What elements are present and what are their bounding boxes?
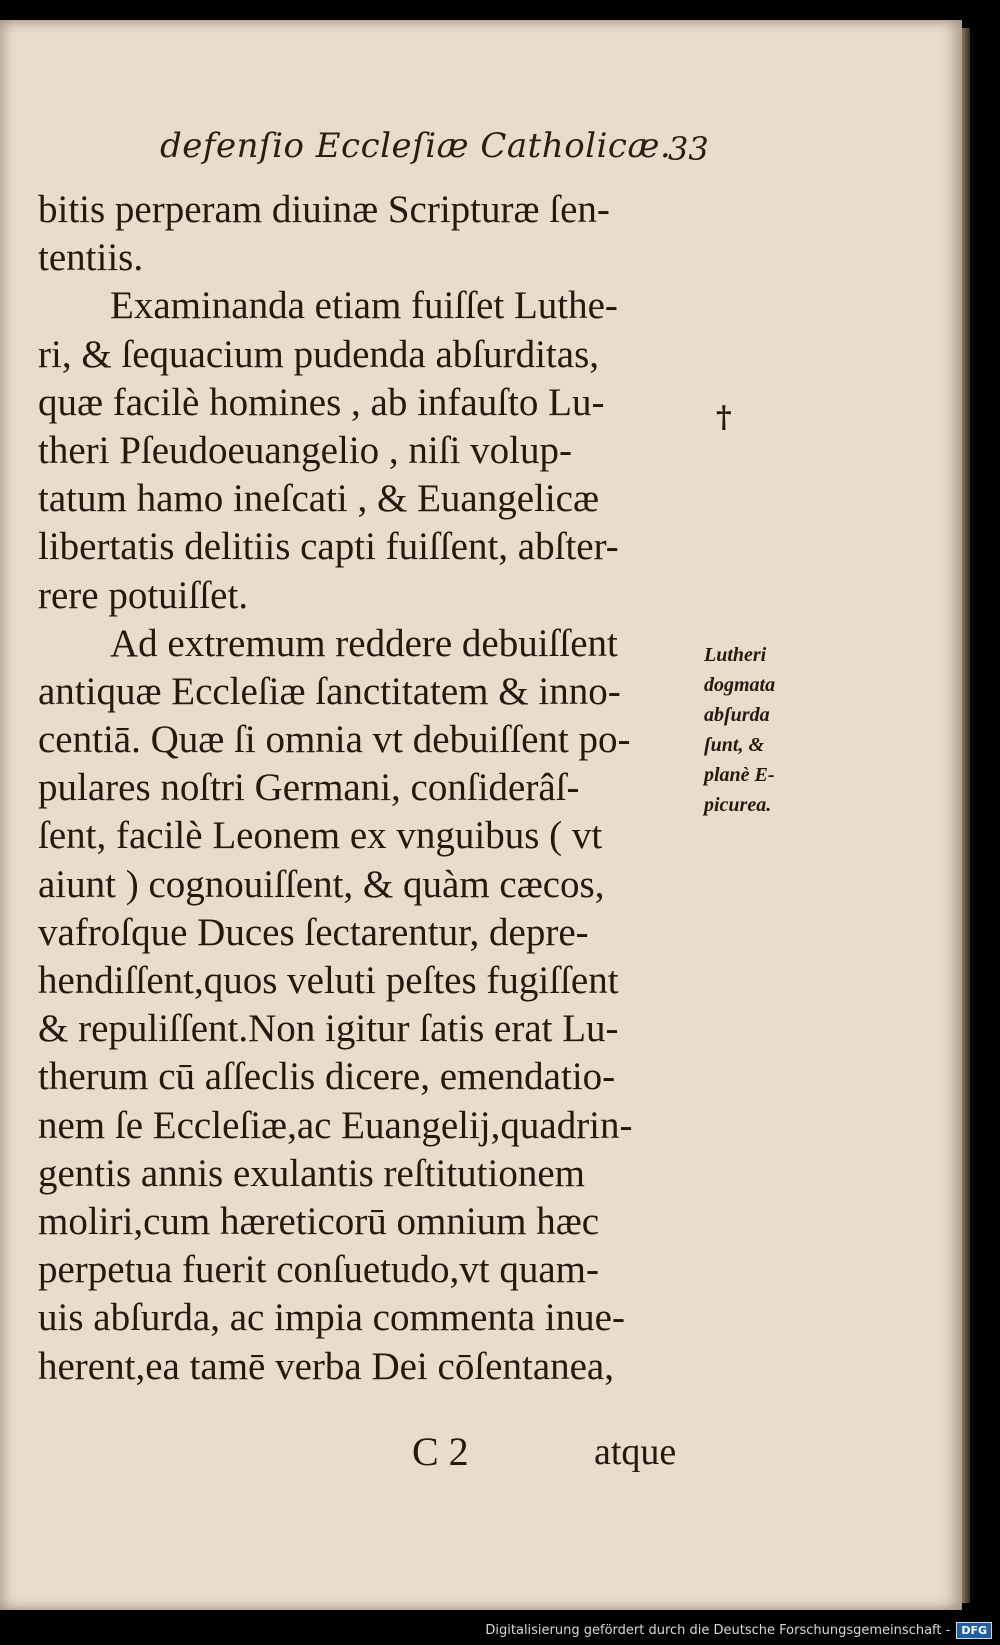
text-line: centiā. Quæ ſi omnia vt debuiſſent po- (38, 718, 631, 762)
signature-mark: C 2 (412, 1429, 469, 1474)
text-line: nem ſe Eccleſiæ,ac Euangelij,quadrin- (38, 1103, 633, 1147)
margin-note-line: ſunt, & (704, 734, 765, 756)
margin-note-line: abſurda (704, 704, 770, 726)
text-line: theri Pſeudoeuangelio , niſi volup- (38, 428, 572, 472)
text-line: hendiſſent,quos veluti peſtes fugiſſent (38, 959, 619, 1002)
text-line: rere potuiſſet. (38, 573, 249, 617)
text-line: aiunt ) cognouiſſent, & quàm cæcos, (38, 862, 605, 906)
margin-note-line: Lutheri (704, 644, 767, 666)
text-line: vafroſque Duces ſectarentur, depre- (38, 910, 589, 954)
catchword: atque (594, 1431, 677, 1473)
text-line: Ad extremum reddere debuiſſent (110, 621, 618, 665)
book-page (0, 20, 962, 1610)
text-line: moliri,cum hæreticorū omnium hæc (38, 1199, 600, 1243)
text-line: pulares noſtri Germani, conſiderâſ- (38, 766, 580, 810)
text-line: gentis annis exulantis reſtitutionem (38, 1151, 585, 1195)
credit-text: Digitalisierung gefördert durch die Deutsche Forschungsgemeinschaft - (485, 1622, 951, 1638)
text-line: therum cū aſſeclis dicere, emendatio- (38, 1055, 616, 1099)
margin-note-line: planè E- (704, 764, 775, 786)
text-line: Examinanda etiam fuiſſet Luthe- (110, 284, 618, 328)
text-line: ſent, facilè Leonem ex vnguibus ( vt (38, 814, 603, 858)
text-line: uis abſurda, ac impia commenta inue- (38, 1296, 625, 1340)
text-line: ri, & ſequacium pudenda abſurditas, (38, 332, 600, 376)
text-line: tentiis. (38, 236, 144, 280)
text-line: tatum hamo ineſcati , & Euangelicæ (38, 477, 600, 521)
dfg-logo: DFG (956, 1622, 992, 1639)
text-line: herent,ea tamē verba Dei cōſentanea, (38, 1344, 614, 1388)
margin-note-line: picurea. (704, 794, 772, 816)
marginal-mark: † (716, 400, 732, 435)
page-number: 33 (668, 130, 709, 168)
text-line: bitis perperam diuinæ Scripturæ ſen- (38, 188, 610, 231)
body-text (38, 186, 698, 1391)
page-edge (962, 28, 970, 1603)
page-header (0, 112, 962, 182)
page-footer (0, 1428, 962, 1478)
text-line: antiquæ Eccleſiæ ſanctitatem & inno- (38, 669, 621, 713)
text-line: perpetua fuerit conſuetudo,vt quam- (38, 1248, 599, 1292)
text-line: libertatis delitiis capti fuiſſent, abſter- (38, 525, 619, 569)
margin-note-line: dogmata (704, 674, 776, 696)
text-line: quæ facilè homines , ab infauſto Lu- (38, 380, 605, 424)
text-line: & repuliſſent.Non igitur ſatis erat Lu- (38, 1007, 619, 1051)
margin-note (704, 640, 824, 820)
running-head: defenſio Eccleſiæ Catholicæ. (160, 126, 672, 166)
digitization-credit (485, 1619, 992, 1641)
